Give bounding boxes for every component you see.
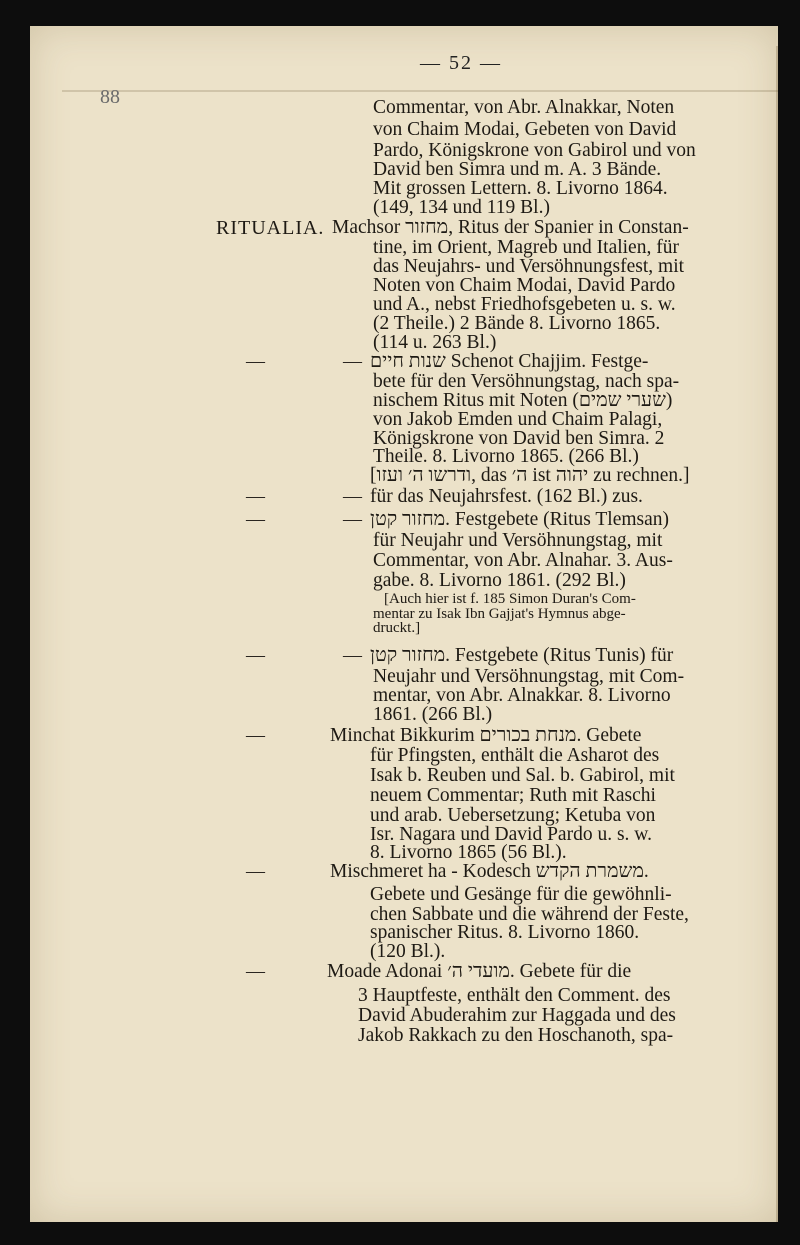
text-line: mentar zu Isak Ibn Gajjat's Hymnus abge- <box>373 606 626 622</box>
text-line: Machsor מחזור, Ritus der Spanier in Constan- <box>332 217 689 238</box>
margin-mark: 88 <box>100 86 120 108</box>
text-line: Königskrone von David ben Simra. 2 <box>373 428 665 449</box>
text-line: von Jakob Emden und Chaim Palagi, <box>373 409 663 430</box>
text-line: bete für den Versöhnungstag, nach spa- <box>373 371 680 392</box>
text-line: für Pfingsten, enthält die Asharot des <box>370 745 660 766</box>
ditto-dash: — <box>246 486 265 507</box>
ditto-dash: — <box>343 486 362 507</box>
text-line: Neujahr und Versöhnungstag, mit Com- <box>373 666 685 687</box>
ditto-dash: — <box>246 725 265 746</box>
text-line: מחזור קטן. Festgebete (Ritus Tunis) für <box>370 645 674 666</box>
ditto-dash: — <box>343 509 362 530</box>
page-number: — 52 — <box>420 52 502 74</box>
ditto-dash: — <box>343 645 362 666</box>
text-line: (149, 134 und 119 Bl.) <box>373 197 550 218</box>
text-line: für Neujahr und Versöhnungstag, mit <box>373 530 663 551</box>
text-line: David ben Simra und m. A. 3 Bände. <box>373 159 662 180</box>
text-line: 8. Livorno 1865 (56 Bl.). <box>370 842 567 863</box>
text-line: (120 Bl.). <box>370 941 446 962</box>
text-line: [Auch hier ist f. 185 Simon Duran's Com- <box>384 591 636 607</box>
text-line: שנות חיים Schenot Chajjim. Festge- <box>370 351 649 372</box>
text-line: das Neujahrs- und Versöhnungsfest, mit <box>373 256 685 277</box>
text-line: Isr. Nagara und David Pardo u. s. w. <box>370 824 652 845</box>
text-line: [ודרשו ה׳ ועזו, das ה׳ ist יהוה zu rechnen.] <box>370 465 690 486</box>
text-line: Pardo, Königskrone von Gabirol und von <box>373 140 696 161</box>
text-line: Commentar, von Abr. Alnakkar, Noten <box>373 97 675 118</box>
text-line: Isak b. Reuben und Sal. b. Gabirol, mit <box>370 765 675 786</box>
text-line: 3 Hauptfeste, enthält den Comment. des <box>358 985 671 1006</box>
ditto-dash: — <box>246 351 265 372</box>
ditto-dash: — <box>343 351 362 372</box>
text-line: Noten von Chaim Modai, David Pardo <box>373 275 676 296</box>
text-line: 1861. (266 Bl.) <box>373 704 493 725</box>
section-label: RITUALIA. <box>216 217 325 239</box>
ditto-dash: — <box>246 645 265 666</box>
text-line: Commentar, von Abr. Alnahar. 3. Aus- <box>373 550 673 571</box>
text-line: gabe. 8. Livorno 1861. (292 Bl.) <box>373 570 626 591</box>
text-line: Mischmeret ha - Kodesch משמרת הקדש. <box>330 861 649 882</box>
text-line: Jakob Rakkach zu den Hoschanoth, spa- <box>358 1025 674 1046</box>
text-line: mentar, von Abr. Alnakkar. 8. Livorno <box>373 685 671 706</box>
text-line: מחזור קטן. Festgebete (Ritus Tlemsan) <box>370 509 670 530</box>
text-line: nischem Ritus mit Noten (שערי שמים) <box>373 390 673 411</box>
ditto-dash: — <box>246 861 265 882</box>
text-line: Moade Adonai מועדי ה׳. Gebete für die <box>327 961 632 982</box>
text-line: und arab. Uebersetzung; Ketuba von <box>370 805 656 826</box>
paper-fold-vertical <box>776 46 778 1222</box>
text-line: Mit grossen Lettern. 8. Livorno 1864. <box>373 178 668 199</box>
text-line: von Chaim Modai, Gebeten von David <box>373 119 677 140</box>
text-line: chen Sabbate und die während der Feste, <box>370 904 689 925</box>
text-line: tine, im Orient, Magreb und Italien, für <box>373 237 679 258</box>
text-line: (114 u. 263 Bl.) <box>373 332 497 353</box>
text-line: druckt.] <box>373 620 421 636</box>
text-line: und A., nebst Friedhofsgebeten u. s. w. <box>373 294 676 315</box>
text-line: Minchat Bikkurim מנחת בכורים. Gebete <box>330 725 642 746</box>
text-line: neuem Commentar; Ruth mit Raschi <box>370 785 656 806</box>
text-line: Theile. 8. Livorno 1865. (266 Bl.) <box>373 446 639 467</box>
text-line: David Abuderahim zur Haggada und des <box>358 1005 676 1026</box>
ditto-dash: — <box>246 961 265 982</box>
text-line: spanischer Ritus. 8. Livorno 1860. <box>370 922 640 943</box>
ditto-dash: — <box>246 509 265 530</box>
paper-fold-horizontal <box>62 90 778 92</box>
text-line: Gebete und Gesänge für die gewöhnli- <box>370 884 672 905</box>
text-line: (2 Theile.) 2 Bände 8. Livorno 1865. <box>373 313 661 334</box>
text-line: für das Neujahrsfest. (162 Bl.) zus. <box>370 486 643 507</box>
